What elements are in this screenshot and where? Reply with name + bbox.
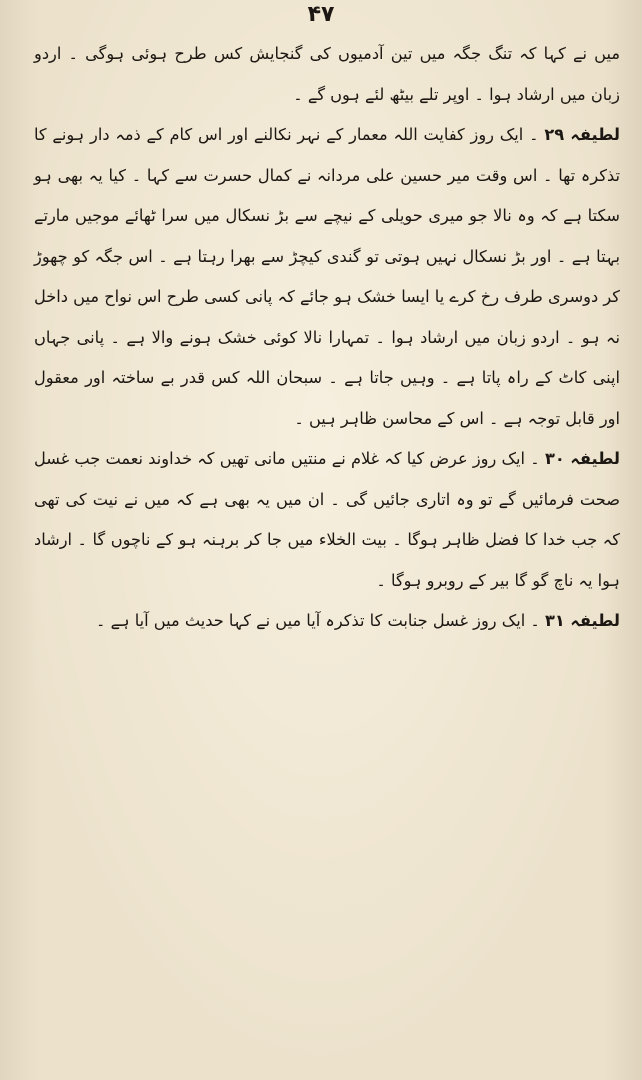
paragraph-body: میں نے کہا کہ تنگ جگہ میں تین آدمیوں کی گنجایش کس طرح ہوئی ہوگی ۔ اردو زبان میں ارشاد ہوا ۔ اوپر تلے بیٹھ لئے ہوں گے ۔ — [34, 44, 620, 104]
paragraph-continuation — [34, 34, 620, 115]
paragraph-latifa-30 — [34, 439, 620, 601]
paragraph-heading: لطیفہ ۳۱ — [545, 611, 620, 630]
paragraph-latifa-31 — [34, 601, 620, 642]
paragraph-heading: لطیفہ ۳۰ — [544, 449, 620, 468]
paragraph-body: ۔ ایک روز عرض کیا کہ غلام نے منتیں مانی تھیں کہ خداوند نعمت جب غسل صحت فرمائیں گے تو وہ اتاری جائیں گی ۔ ان میں یہ بھی ہے کہ میں نے نیت کی تھی کہ جب خدا کا فضل ظاہر ہوگا ۔ بیت الخلاء میں جا کر برہنہ ہو کے ناچوں گا ۔ ارشاد ہوا یہ ناچ گو گا بیر کے روبرو ہوگا ۔ — [34, 449, 620, 590]
paragraph-body: ۔ ایک روز کفایت اللہ معمار کے نہر نکالنے اور اس کام کے ذمہ دار ہونے کا تذکرہ تھا ۔ اس وقت میر حسین علی مردانہ نے کمال حسرت سے کہا ۔ کیا یہ بھی ہو سکتا ہے کہ وہ نالا جو میری حویلی کے نیچے سے بڑ نسکال میں سرا ٹھائے موجیں مارتے بہتا ہے ۔ اور بڑ نسکال نہیں ہوتی تو گندی کیچڑ سے بھرا رہتا ہے ۔ اس جگہ کو چھوڑ کر دوسری طرف رخ کرے یا ایسا خشک ہو جائے کہ پانی کسی طرح اس نواح میں داخل نہ ہو ۔ اردو زبان میں ارشاد ہوا ۔ تمہارا نالا کوئی خشک ہونے والا ہے ۔ پانی جہاں اپنی کاٹ کے راہ پاتا ہے ۔ وہیں جاتا ہے ۔ سبحان اللہ کس قدر بے ساختہ اور معقول اور قابل توجہ ہے ۔ اس کے محاسن ظاہر ہیں ۔ — [34, 125, 620, 428]
page-number: ۴۷ — [307, 2, 335, 27]
paragraph-latifa-29 — [34, 115, 620, 439]
page-text — [34, 34, 620, 642]
paragraph-body: ۔ ایک روز غسل جنابت کا تذکرہ آیا میں نے کہا حدیث میں آیا ہے ۔ — [95, 611, 545, 630]
paragraph-heading: لطیفہ ۲۹ — [544, 125, 620, 144]
